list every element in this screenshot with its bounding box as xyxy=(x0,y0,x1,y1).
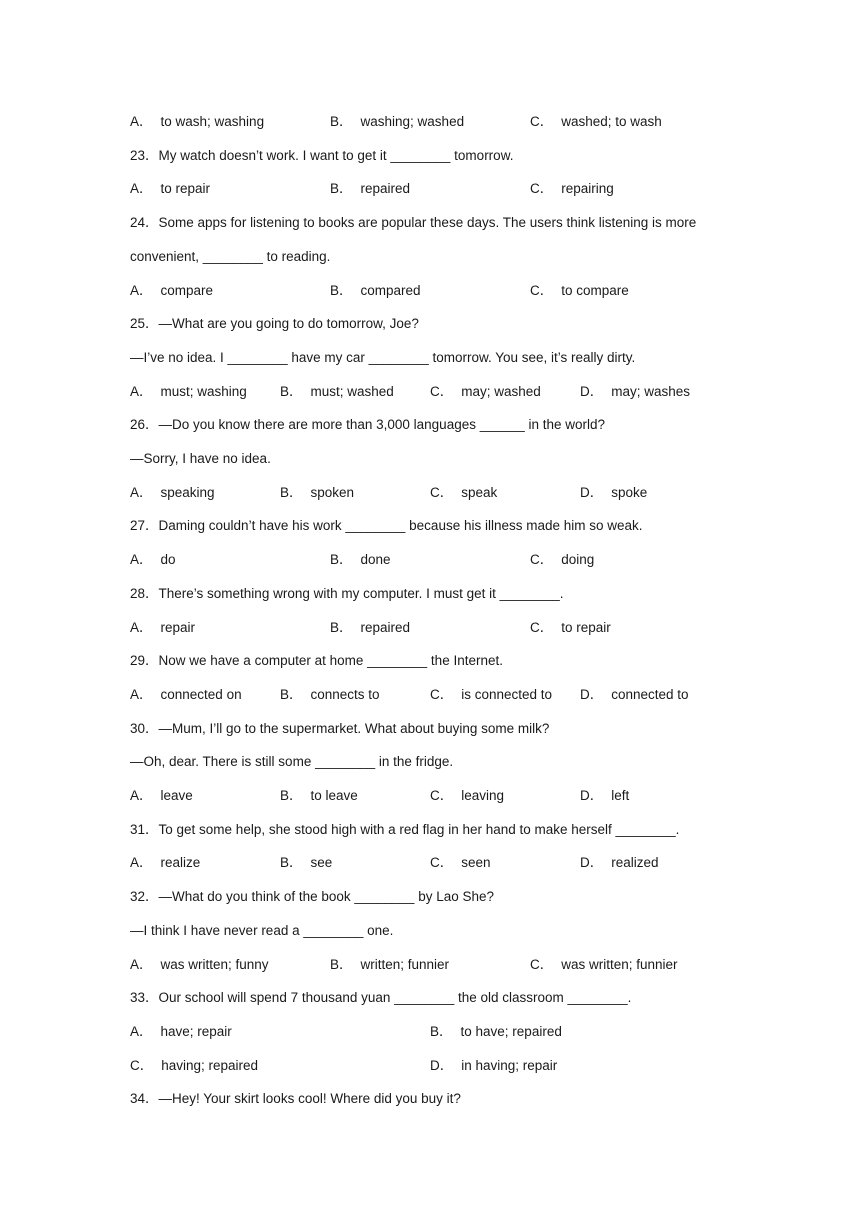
answer-option xyxy=(580,382,690,402)
option-letter: B． xyxy=(330,957,353,972)
dialogue-line: —I think I have never read a ________ one. xyxy=(130,923,394,938)
option-text: to compare xyxy=(561,283,629,298)
answer-option xyxy=(330,112,464,132)
option-letter: D． xyxy=(430,1058,454,1073)
dialogue-line: —Sorry, I have no idea. xyxy=(130,451,271,466)
answer-option xyxy=(130,281,213,301)
question-text: 27．Daming couldn’t have his work ________ because his illness made him so weak. xyxy=(130,518,643,533)
option-letter: B． xyxy=(330,181,353,196)
option-text: repairing xyxy=(561,181,614,196)
option-letter: A． xyxy=(130,283,153,298)
answer-option xyxy=(130,483,215,503)
option-letter: B． xyxy=(430,1024,453,1039)
option-letter: D． xyxy=(580,384,604,399)
question-text: 32．—What do you think of the book ________ by Lao She? xyxy=(130,889,495,904)
option-letter: A． xyxy=(130,384,153,399)
answer-option xyxy=(130,112,264,132)
answer-option xyxy=(280,685,380,705)
answer-option xyxy=(580,786,629,806)
answer-option xyxy=(130,955,269,975)
dialogue-line: —Oh, dear. There is still some ________ in the fridge. xyxy=(130,754,454,769)
question-text: 24．Some apps for listening to books are popular these days. The users think listening is more xyxy=(130,215,697,230)
answer-option xyxy=(130,1022,232,1042)
question-text: 23．My watch doesn’t work. I want to get it ________ tomorrow. xyxy=(130,148,514,163)
option-text: speaking xyxy=(160,485,215,500)
question-text: 31．To get some help, she stood high with a red flag in her hand to make herself ________. xyxy=(130,822,680,837)
option-letter: A． xyxy=(130,1024,153,1039)
option-text: seen xyxy=(461,855,491,870)
option-text: is connected to xyxy=(461,687,553,702)
option-letter: C． xyxy=(530,283,554,298)
answer-option xyxy=(330,550,391,570)
answer-option xyxy=(330,618,410,638)
answer-option xyxy=(130,1056,258,1076)
option-letter: D． xyxy=(580,687,604,702)
option-letter: D． xyxy=(580,788,604,803)
option-letter: B． xyxy=(330,283,353,298)
option-text: may; washed xyxy=(461,384,541,399)
option-text: connected on xyxy=(160,687,242,702)
option-letter: C． xyxy=(130,1058,154,1073)
answer-option xyxy=(530,618,611,638)
option-letter: A． xyxy=(130,687,153,702)
answer-option xyxy=(430,853,491,873)
option-letter: C． xyxy=(530,114,554,129)
option-letter: C． xyxy=(530,181,554,196)
answer-option xyxy=(130,786,193,806)
option-text: must; washing xyxy=(160,384,247,399)
option-text: left xyxy=(611,788,630,803)
option-letter: A． xyxy=(130,114,153,129)
answer-option xyxy=(430,685,552,705)
option-letter: C． xyxy=(430,788,454,803)
option-text: was written; funny xyxy=(160,957,269,972)
answer-option xyxy=(430,483,497,503)
answer-option xyxy=(530,955,678,975)
option-letter: A． xyxy=(130,620,153,635)
option-text: washing; washed xyxy=(360,114,465,129)
answer-option xyxy=(330,955,449,975)
option-letter: B． xyxy=(280,687,303,702)
option-letter: B． xyxy=(330,114,353,129)
option-text: repair xyxy=(160,620,196,635)
option-letter: C． xyxy=(430,687,454,702)
question-text: 28．There’s something wrong with my computer. I must get it ________. xyxy=(130,586,564,601)
option-text: to leave xyxy=(310,788,358,803)
option-letter: A． xyxy=(130,957,153,972)
answer-option xyxy=(580,853,659,873)
option-text: written; funnier xyxy=(360,957,450,972)
option-text: leaving xyxy=(461,788,505,803)
option-letter: A． xyxy=(130,855,153,870)
answer-option xyxy=(430,1056,557,1076)
answer-option xyxy=(130,853,200,873)
option-letter: B． xyxy=(330,620,353,635)
question-text: 26．—Do you know there are more than 3,000 languages ______ in the world? xyxy=(130,417,606,432)
answer-option xyxy=(430,382,541,402)
option-letter: A． xyxy=(130,181,153,196)
answer-option xyxy=(580,483,647,503)
answer-option xyxy=(280,483,354,503)
option-letter: C． xyxy=(430,855,454,870)
question-text: 30．—Mum, I’ll go to the supermarket. What about buying some milk? xyxy=(130,721,550,736)
answer-option xyxy=(430,1022,562,1042)
option-text: spoken xyxy=(310,485,355,500)
option-letter: A． xyxy=(130,485,153,500)
option-text: compared xyxy=(360,283,421,298)
option-text: to have; repaired xyxy=(460,1024,562,1039)
option-letter: C． xyxy=(430,485,454,500)
answer-option xyxy=(530,281,629,301)
answer-option xyxy=(130,382,247,402)
dialogue-line: convenient, ________ to reading. xyxy=(130,249,331,264)
answer-option xyxy=(280,853,332,873)
answer-option xyxy=(330,179,410,199)
answer-option xyxy=(530,179,614,199)
option-letter: B． xyxy=(280,384,303,399)
option-text: to repair xyxy=(160,181,211,196)
option-text: connects to xyxy=(310,687,380,702)
option-text: compare xyxy=(160,283,214,298)
option-text: washed; to wash xyxy=(561,114,662,129)
answer-option xyxy=(530,112,662,132)
option-letter: A． xyxy=(130,552,153,567)
option-text: in having; repair xyxy=(461,1058,558,1073)
option-text: done xyxy=(360,552,391,567)
option-letter: D． xyxy=(580,485,604,500)
option-letter: B． xyxy=(280,855,303,870)
option-text: repaired xyxy=(360,620,411,635)
option-letter: C． xyxy=(530,620,554,635)
question-text: 29．Now we have a computer at home ________ the Internet. xyxy=(130,653,503,668)
answer-option xyxy=(130,179,210,199)
question-text: 34．—Hey! Your skirt looks cool! Where did you buy it? xyxy=(130,1091,461,1106)
dialogue-line: —I’ve no idea. I ________ have my car ________ tomorrow. You see, it’s really dirty. xyxy=(130,350,636,365)
option-letter: C． xyxy=(430,384,454,399)
answer-option xyxy=(280,382,394,402)
option-text: may; washes xyxy=(611,384,691,399)
answer-option xyxy=(580,685,689,705)
option-letter: C． xyxy=(530,552,554,567)
answer-option xyxy=(530,550,594,570)
option-text: to wash; washing xyxy=(160,114,265,129)
option-text: connected to xyxy=(611,687,689,702)
option-text: spoke xyxy=(611,485,648,500)
answer-option xyxy=(130,618,195,638)
option-letter: B． xyxy=(280,788,303,803)
option-text: have; repair xyxy=(160,1024,232,1039)
option-text: repaired xyxy=(360,181,411,196)
option-text: speak xyxy=(461,485,498,500)
option-letter: A． xyxy=(130,788,153,803)
option-text: do xyxy=(160,552,176,567)
option-text: was written; funnier xyxy=(561,957,678,972)
option-text: doing xyxy=(561,552,595,567)
option-text: see xyxy=(310,855,333,870)
option-text: having; repaired xyxy=(161,1058,259,1073)
question-text: 25．—What are you going to do tomorrow, Joe? xyxy=(130,316,419,331)
option-text: to repair xyxy=(561,620,611,635)
question-text: 33．Our school will spend 7 thousand yuan ________ the old classroom ________. xyxy=(130,990,632,1005)
option-letter: C． xyxy=(530,957,554,972)
option-text: realize xyxy=(160,855,201,870)
option-letter: B． xyxy=(330,552,353,567)
answer-option xyxy=(280,786,358,806)
answer-option xyxy=(130,550,176,570)
answer-option xyxy=(330,281,421,301)
option-letter: D． xyxy=(580,855,604,870)
option-text: must; washed xyxy=(310,384,394,399)
answer-option xyxy=(430,786,504,806)
option-text: realized xyxy=(611,855,659,870)
option-text: leave xyxy=(160,788,193,803)
answer-option xyxy=(130,685,242,705)
option-letter: B． xyxy=(280,485,303,500)
